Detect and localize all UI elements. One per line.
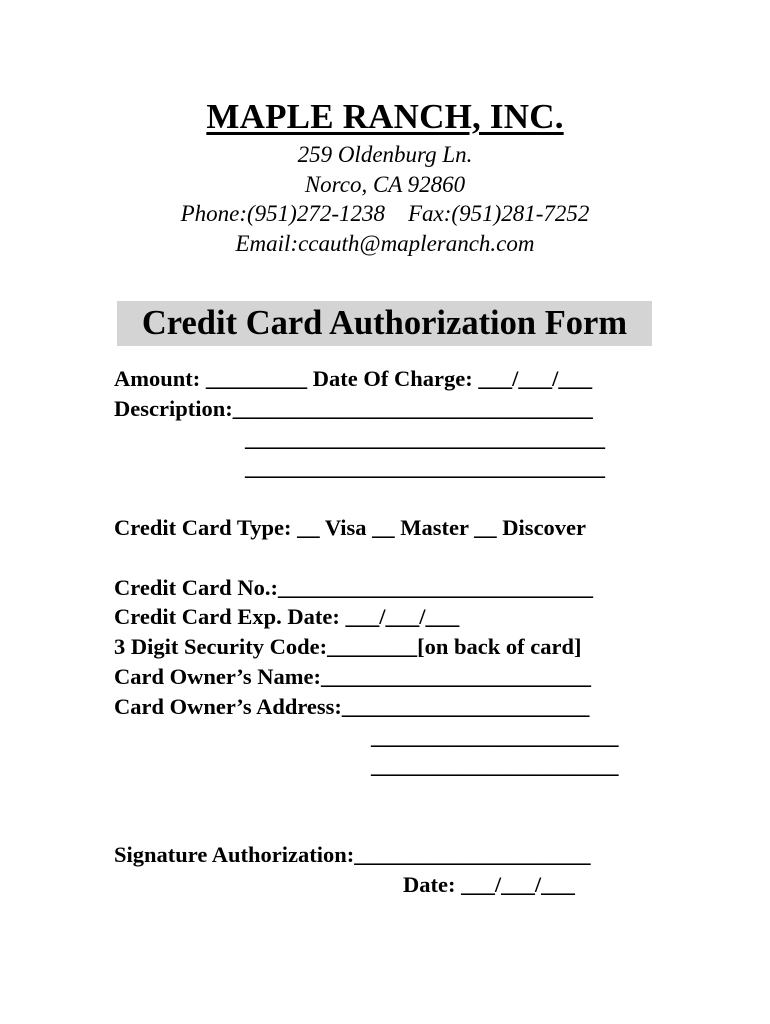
owner-name-row: Card Owner’s Name:________________________ [114,663,592,689]
description-line-3: ________________________________ [245,455,605,481]
spacer [114,543,654,573]
company-name: MAPLE RANCH, INC. [206,97,564,136]
exp-date-row: Credit Card Exp. Date: ___/___/___ [114,604,460,630]
signature-row: Signature Authorization:_____________________ [114,842,591,868]
letterhead [0,96,770,258]
security-code-row: 3 Digit Security Code:________[on back of card] [114,634,582,660]
amount-date-row: Amount: _________ Date Of Charge: ___/___/___ [114,366,593,391]
card-type-row: Credit Card Type: __ Visa __ Master __ Discover [114,514,587,540]
street-address: 259 Oldenburg Ln. [297,142,473,167]
email-address: Email:ccauth@mapleranch.com [235,230,535,256]
spacer [114,483,654,513]
phone-fax: Phone:(951)272-1238 Fax:(951)281-7252 [180,201,590,226]
description-row: Description:________________________________ [114,395,593,421]
card-number-row: Credit Card No.:____________________________ [114,574,593,600]
form-title: Credit Card Authorization Form [141,304,628,342]
signature-date-row: Date: ___/___/___ [403,871,575,897]
owner-address-line-3: ______________________ [371,753,619,779]
description-line-2: ________________________________ [245,425,605,451]
owner-address-row: Card Owner’s Address:______________________ [114,693,590,719]
form-body [114,364,654,900]
owner-address-line-2: ______________________ [371,723,619,749]
spacer [114,781,654,840]
city-state-zip: Norco, CA 92860 [304,171,466,197]
form-title-bar [117,301,652,346]
